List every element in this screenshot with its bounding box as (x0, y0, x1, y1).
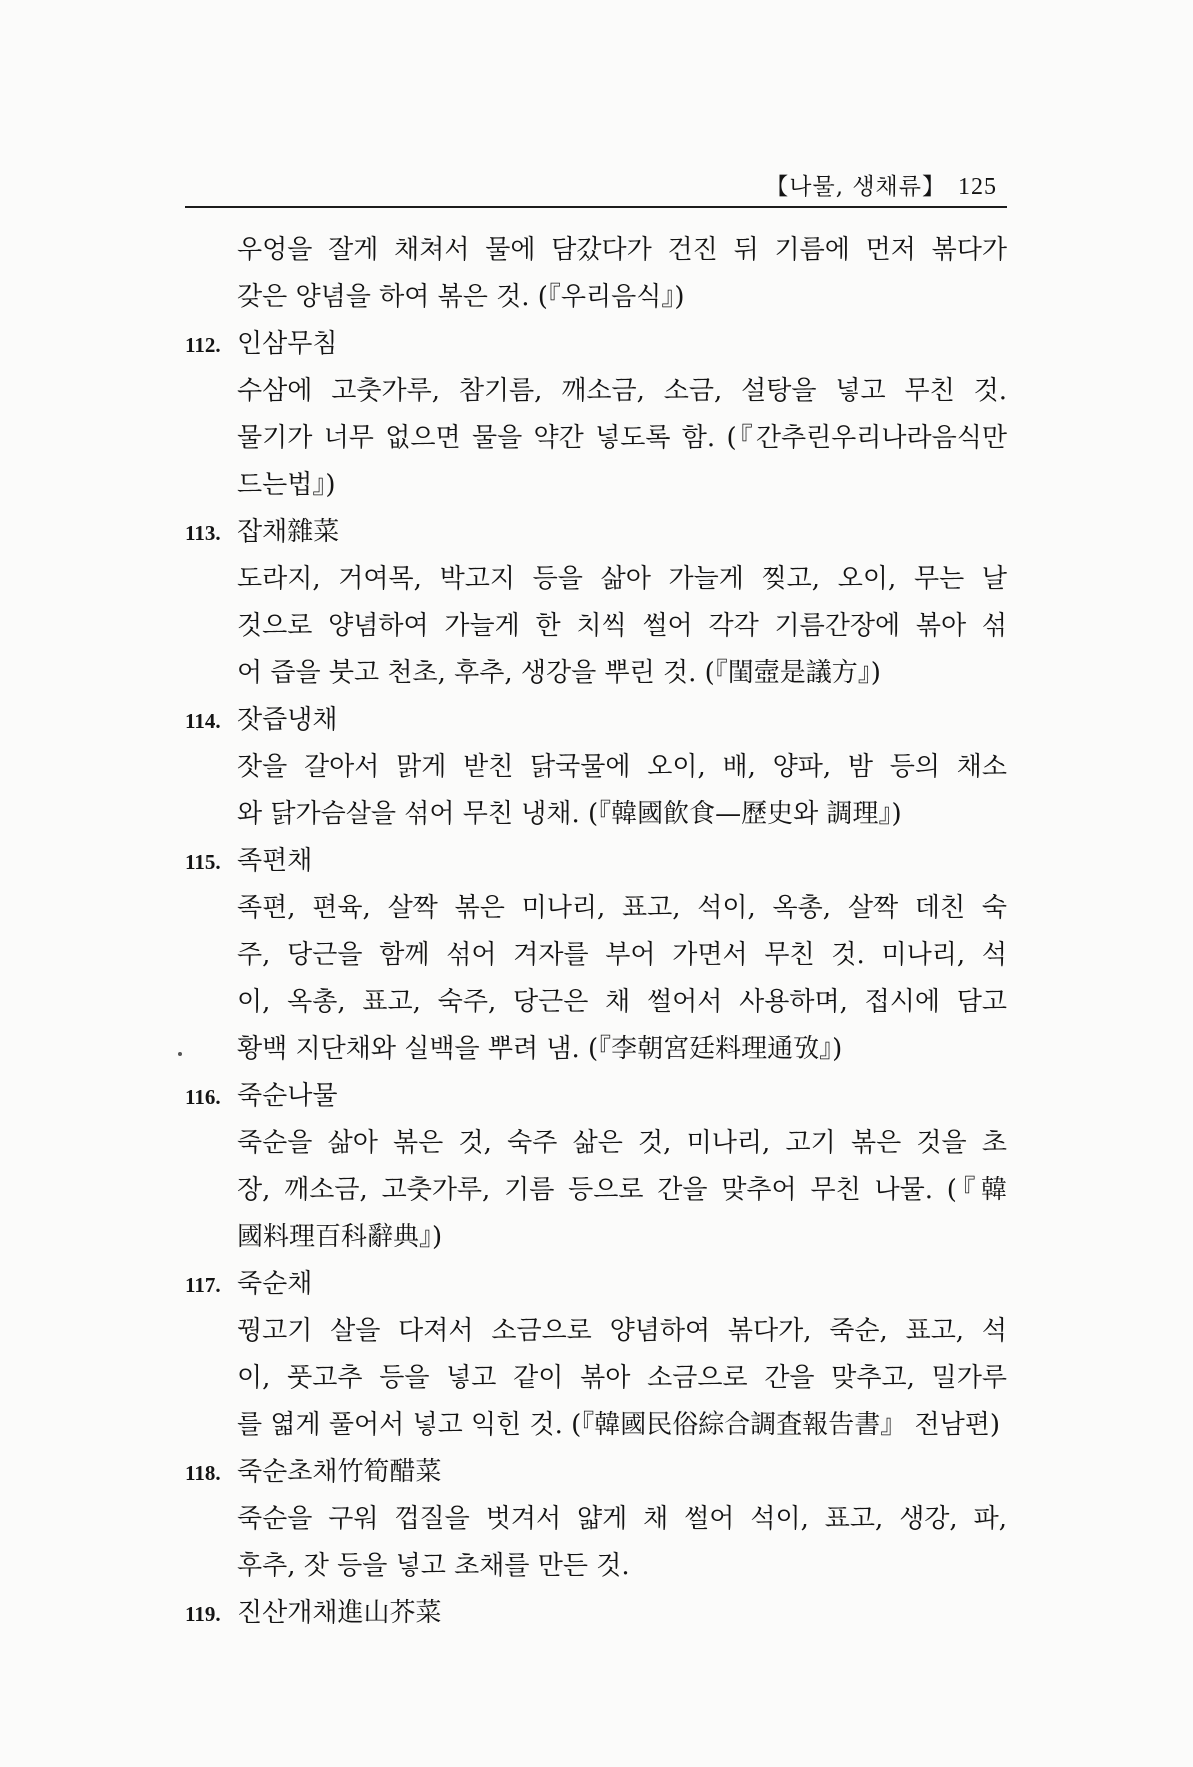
entry-line: 드는법』) (237, 470, 336, 500)
entry-line: 후추, 잣 등을 넣고 초채를 만든 것. (237, 1551, 630, 1581)
entry-title: 죽순초채竹筍醋菜 (237, 1457, 442, 1487)
entry-line: 물기가 너무 없으면 물을 약간 넣도록 함. (『간추린우리나라음식만 (237, 423, 1007, 453)
entry-title: 인삼무침 (237, 329, 338, 359)
entry-number: 114. (185, 709, 221, 733)
entry-number: 116. (185, 1085, 221, 1109)
entry-line: 수삼에 고춧가루, 참기름, 깨소금, 소금, 설탕을 넣고 무친 것. (237, 376, 1007, 406)
entry-line: 죽순을 삶아 볶은 것, 숙주 삶은 것, 미나리, 고기 볶은 것을 초 (237, 1128, 1007, 1158)
entry-title: 진산개채進山芥菜 (237, 1598, 442, 1628)
section-title: 【나물, 생채류】 (765, 174, 946, 200)
entry-line: 어 즙을 붓고 천초, 후추, 생강을 뿌린 것. (『閨壼是議方』) (237, 658, 881, 688)
entry-line: 國料理百科辭典』) (237, 1222, 443, 1252)
entry-heading (185, 1261, 1007, 1308)
entry-line: 죽순을 구워 껍질을 벗겨서 얇게 채 썰어 석이, 표고, 생강, 파, (237, 1504, 1007, 1534)
entry-heading (185, 838, 1007, 885)
entry-line: 를 엷게 풀어서 넣고 익힌 것. (『韓國民俗綜合調査報告書』 전남편) (237, 1410, 1001, 1440)
entry-heading (185, 1590, 1007, 1637)
entry-line: 도라지, 거여목, 박고지 등을 삶아 가늘게 찢고, 오이, 무는 날 (237, 564, 1007, 594)
entry-line: 것으로 양념하여 가늘게 한 치씩 썰어 각각 기름간장에 볶아 섞 (237, 611, 1007, 641)
entry-number: 113. (185, 521, 221, 545)
entry-number: 118. (185, 1461, 221, 1485)
entry-number: 117. (185, 1273, 221, 1297)
print-speck (178, 1052, 182, 1056)
entry-title: 죽순채 (237, 1269, 313, 1299)
entry-heading (185, 509, 1007, 556)
entry-line: 꿩고기 살을 다져서 소금으로 양념하여 볶다가, 죽순, 표고, 석 (237, 1316, 1007, 1346)
entry-number: 112. (185, 333, 221, 357)
entry-number: 119. (185, 1602, 221, 1626)
entry-line: 족편, 편육, 살짝 볶은 미나리, 표고, 석이, 옥총, 살짝 데친 숙 (237, 893, 1007, 923)
entry-heading (185, 1449, 1007, 1496)
entry-line: 장, 깨소금, 고춧가루, 기름 등으로 간을 맞추어 무친 나물. (『韓 (237, 1175, 1007, 1205)
header-rule (185, 206, 1007, 208)
continuation-line: 우엉을 잘게 채쳐서 물에 담갔다가 건진 뒤 기름에 먼저 볶다가 (237, 235, 1007, 265)
entry-line: 황백 지단채와 실백을 뿌려 냄. (『李朝宮廷料理通攷』) (237, 1034, 843, 1064)
page-body (185, 227, 1007, 1637)
running-header (765, 168, 997, 201)
continuation-line: 갖은 양념을 하여 볶은 것. (『우리음식』) (237, 282, 685, 312)
entry-title: 족편채 (237, 846, 313, 876)
entry-title: 죽순나물 (237, 1081, 338, 1111)
entry-heading (185, 1073, 1007, 1120)
entry-line: 와 닭가슴살을 섞어 무친 냉채. (『韓國飮食—歷史와 調理』) (237, 799, 902, 829)
entry-line: 주, 당근을 함께 섞어 겨자를 부어 가면서 무친 것. 미나리, 석 (237, 940, 1007, 970)
entry-heading (185, 321, 1007, 368)
entry-line: 이, 풋고추 등을 넣고 같이 볶아 소금으로 간을 맞추고, 밀가루 (237, 1363, 1007, 1393)
entry-line: 잣을 갈아서 맑게 받친 닭국물에 오이, 배, 양파, 밤 등의 채소 (237, 752, 1007, 782)
entry-title: 잡채雜菜 (237, 517, 340, 547)
entry-heading (185, 697, 1007, 744)
entry-title: 잣즙냉채 (237, 705, 338, 735)
entry-line: 이, 옥총, 표고, 숙주, 당근은 채 썰어서 사용하며, 접시에 담고 (237, 987, 1007, 1017)
page-number: 125 (958, 174, 997, 200)
entry-number: 115. (185, 850, 221, 874)
